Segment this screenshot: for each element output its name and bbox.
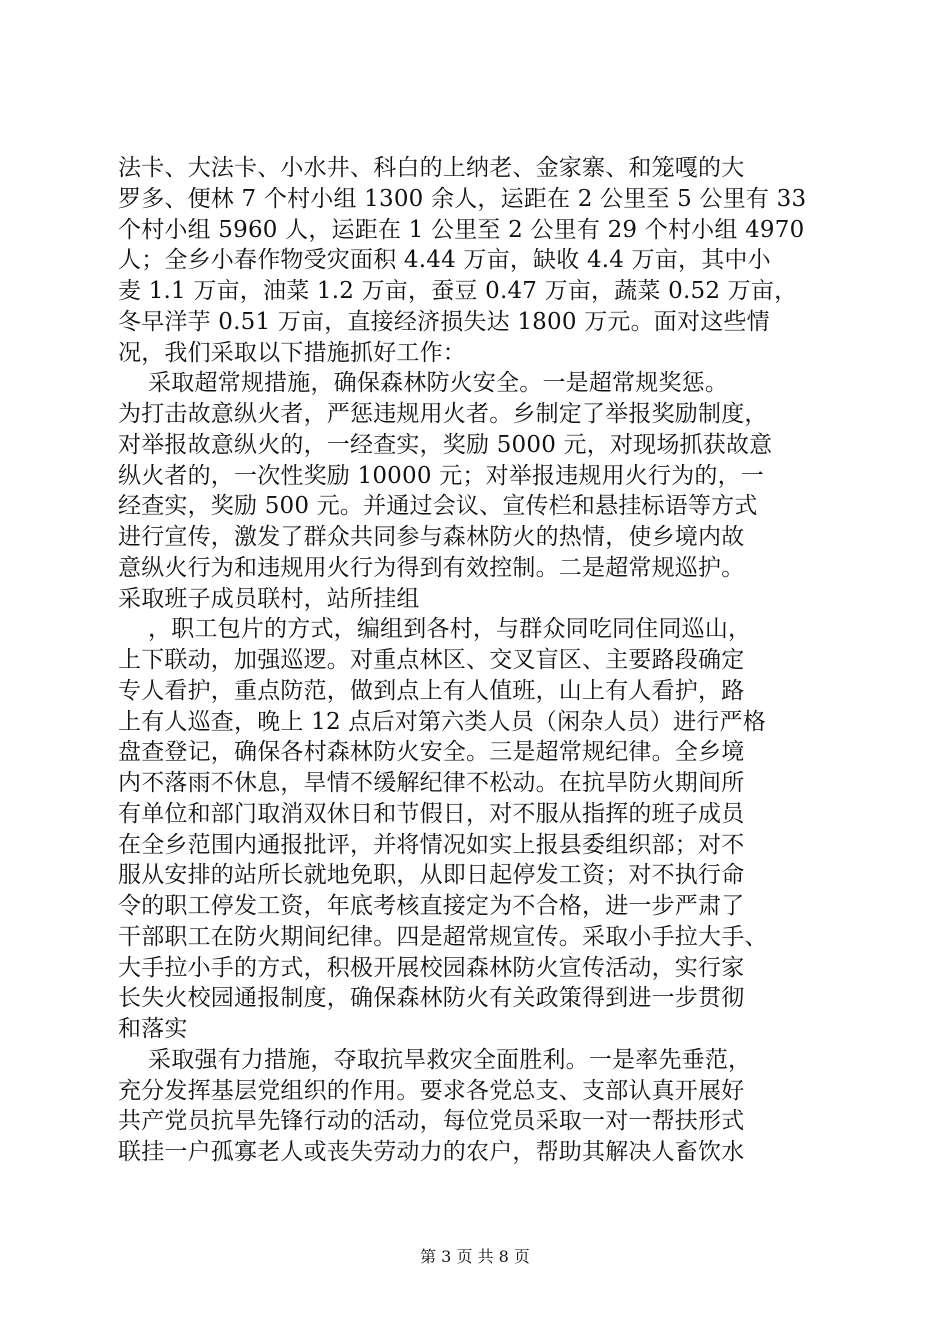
text-line: 冬早洋芋 0.51 万亩，直接经济损失达 1800 万元。面对这些情 [118, 308, 770, 335]
text-line: 个村小组 5960 人，运距在 1 公里至 2 公里有 29 个村小组 4970 [118, 216, 805, 243]
text-line: 意纵火行为和违规用火行为得到有效控制。二是超常规巡护。 [118, 554, 745, 581]
text-line: 采取超常规措施，确保森林防火安全。一是超常规奖惩。 [118, 370, 729, 397]
text-line: 为打击故意纵火者，严惩违规用火者。乡制定了举报奖励制度， [118, 401, 768, 427]
text-line: ，职工包片的方式，编组到各村，与群众同吃同住同巡山， [118, 616, 752, 643]
text-line: 在全乡范围内通报批评，并将情况如实上报县委组织部；对不 [118, 831, 745, 858]
text-line: 进行宣传，激发了群众共同参与森林防火的热情，使乡境内故 [118, 524, 745, 550]
text-line: 麦 1.1 万亩，油菜 1.2 万亩，蚕豆 0.47 万亩，蔬菜 0.52 万亩， [118, 278, 798, 304]
text-line: 上下联动，加强巡逻。对重点林区、交叉盲区、主要路段确定 [118, 647, 745, 673]
text-line: 专人看护，重点防范，做到点上有人值班，山上有人看护，路 [118, 677, 745, 704]
text-line: 采取强有力措施，夺取抗旱救灾全面胜利。一是率先垂范， [118, 1046, 752, 1073]
text-line: 罗多、便林 7 个村小组 1300 余人，运距在 2 公里至 5 公里有 33 [118, 185, 807, 212]
text-line: 干部职工在防火期间纪律。四是超常规宣传。采取小手拉大手、 [118, 923, 768, 950]
text-line: 人；全乡小春作物受灾面积 4.44 万亩，缺收 4.4 万亩，其中小 [118, 247, 771, 274]
text-line: 令的职工停发工资，年底考核直接定为不合格，进一步严肃了 [118, 893, 745, 919]
text-line: 有单位和部门取消双休日和节假日，对不服从指挥的班子成员 [118, 800, 745, 827]
page-number-footer: 第 3 页 共 8 页 [420, 1247, 530, 1266]
text-line: 共产党员抗旱先锋行动的活动，每位党员采取一对一帮扶形式 [118, 1108, 745, 1135]
text-line: 盘查登记，确保各村森林防火安全。三是超常规纪律。全乡境 [118, 739, 745, 766]
text-line: 采取班子成员联村，站所挂组 [118, 585, 420, 612]
text-line: 纵火者的，一次性奖励 10000 元；对举报违规用火行为的，一 [118, 462, 764, 489]
text-line: 长失火校园通报制度，确保森林防火有关政策得到进一步贯彻 [118, 985, 745, 1012]
text-line: 上有人巡查，晚上 12 点后对第六类人员（闲杂人员）进行严格 [118, 708, 766, 735]
text-line: 服从安排的站所长就地免职，从即日起停发工资；对不执行命 [118, 862, 745, 889]
text-line: 大手拉小手的方式，积极开展校园森林防火宣传活动，实行家 [118, 954, 745, 981]
text-line: 经查实，奖励 500 元。并通过会议、宣传栏和悬挂标语等方式 [118, 493, 758, 520]
document-body [118, 153, 838, 1168]
text-line: 和落实 [118, 1016, 188, 1042]
text-line: 充分发挥基层党组织的作用。要求各党总支、支部认真开展好 [118, 1077, 745, 1104]
text-line: 联挂一户孤寡老人或丧失劳动力的农户，帮助其解决人畜饮水 [118, 1139, 745, 1165]
text-line: 内不落雨不休息，旱情不缓解纪律不松动。在抗旱防火期间所 [118, 770, 745, 796]
text-line: 对举报故意纵火的，一经查实，奖励 5000 元，对现场抓获故意 [118, 431, 773, 458]
text-line: 况，我们采取以下措施抓好工作： [118, 339, 466, 366]
text-line: 法卡、大法卡、小水井、科白的上纳老、金家寨、和笼嘎的大 [118, 155, 745, 181]
